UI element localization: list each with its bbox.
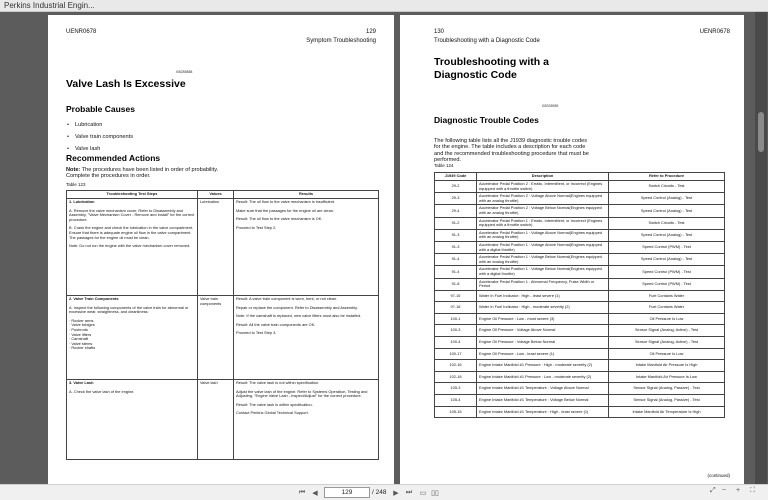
steps-cell (67, 199, 198, 296)
steps-cell (67, 296, 198, 380)
code-cell: 91-3 (435, 229, 477, 241)
table-row (67, 199, 379, 296)
probable-causes-heading: Probable Causes (66, 104, 135, 114)
window-titlebar (0, 0, 768, 12)
column-header: J1939 Code (435, 173, 477, 181)
procedure-cell: Speed Control (PWM) - Test (609, 278, 725, 290)
result-text: Proceed to Test Step 3. (236, 330, 277, 336)
description-cell: Engine Oil Pressure : Low - least severe (1) (477, 348, 609, 360)
procedure-cell: Sensor Signal (Analog, Passive) - Test (609, 383, 725, 395)
section-header: Symptom Troubleshooting (306, 38, 376, 44)
description-cell: Engine Intake Manifold #1 Temperature : Voltage Below Normal (477, 395, 609, 407)
vertical-scrollbar[interactable] (755, 12, 767, 484)
last-page-icon[interactable]: ⏭ (405, 488, 413, 496)
dtc-table (434, 172, 725, 418)
step-title: 3. Valve Lash (69, 380, 94, 385)
table-row (435, 205, 725, 217)
table-row (435, 290, 725, 302)
zoom-out-icon[interactable]: − (722, 487, 727, 494)
description-cell: Accelerator Pedal Position 1 : Voltage Above Normal(Engines equipped with a digital throttle) (477, 241, 609, 253)
single-page-view-icon[interactable]: ▭ (419, 489, 427, 497)
procedure-cell: Sensor Signal (Analog, Active) - Test (609, 337, 725, 349)
procedure-cell: Fuel Contains Water (609, 302, 725, 314)
step-title: 1. Lubrication (69, 199, 95, 204)
result-text: Result: The valve lash is not within specification. (236, 380, 320, 385)
table-row (435, 193, 725, 205)
scrollbar-thumb[interactable] (758, 112, 764, 152)
procedure-cell: Switch Circuits - Test (609, 181, 725, 193)
procedure-cell: Sensor Signal (Analog, Passive) - Test (609, 395, 725, 407)
description-cell: Accelerator Pedal Position 1 : Abnormal Frequency, Pulse Width or Period (477, 278, 609, 290)
doc-code: UENR0678 (699, 29, 730, 35)
result-text: Repair or replace the component. Refer to Disassembly and Assembly. (236, 304, 358, 310)
code-cell: 105-15 (435, 406, 477, 418)
dtc-table-body (435, 181, 725, 418)
page-title: Valve Lash Is Excessive (66, 78, 186, 90)
description-cell: Engine Intake Manifold #1 Temperature : High - least severe (1) (477, 406, 609, 418)
description-cell: Accelerator Pedal Position 2 : Voltage Above Normal(Engines equipped with an analog throttle) (477, 193, 609, 205)
double-page-view-icon[interactable]: ▯▯ (431, 489, 439, 497)
description-cell: Accelerator Pedal Position 1 : Voltage Above Normal(Engines equipped with an analog throttle) (477, 229, 609, 241)
result-text: Result: A valve train component is worn, bent, or not clean. (236, 296, 338, 301)
window-title: Perkins Industrial Engin... (4, 1, 95, 10)
code-cell: 91-8 (435, 278, 477, 290)
code-cell: 100-1 (435, 313, 477, 325)
table-row (435, 371, 725, 383)
page-number: 129 (365, 29, 376, 35)
note-paragraph (66, 167, 226, 180)
code-cell: 29-3 (435, 193, 477, 205)
step-text: A. Inspect the following components of the valve train for abnormal or excessive wear, straightness, and cleanliness: (69, 304, 189, 315)
table-row (435, 337, 725, 349)
procedure-cell: Speed Control (PWM) - Test (609, 266, 725, 278)
table-row (435, 229, 725, 241)
next-page-icon[interactable]: ▶ (393, 489, 399, 497)
code-cell: 97-16 (435, 302, 477, 314)
description-cell: Accelerator Pedal Position 1 : Voltage Below Normal(Engines equipped with an analog throttle) (477, 254, 609, 266)
document-id: i05285888 (176, 70, 193, 74)
table-row (435, 217, 725, 229)
table-row (67, 296, 379, 380)
description-cell: Accelerator Pedal Position 2 : Voltage Below Normal(Engines equipped with an analog throttle) (477, 205, 609, 217)
section-header: Troubleshooting with a Diagnostic Code (434, 38, 540, 44)
procedure-cell: Intake Manifold Air Temperature Is High (609, 406, 725, 418)
first-page-icon[interactable]: ⏮ (298, 488, 306, 496)
page-129 (48, 15, 394, 484)
code-cell: 29-2 (435, 181, 477, 193)
code-cell: 102-16 (435, 360, 477, 372)
table-row (435, 302, 725, 314)
procedure-cell: Intake Manifold Air Pressure Is High (609, 360, 725, 372)
step-title: 2. Valve Train Components (69, 296, 119, 301)
description-cell: Accelerator Pedal Position 2 : Erratic, Intermittent, or Incorrect (Engines equipped with a throttle switch) (477, 181, 609, 193)
description-cell: Accelerator Pedal Position 1 : Voltage Below Normal(Engines equipped with a digital throttle) (477, 266, 609, 278)
table-caption: Table 124 (434, 163, 454, 168)
step-text: B. Crank the engine and check the lubrication in the valve compartment. Ensure that there is adequate engine oil flow in the valve compartment. The passages for the engine oil must be clean. (69, 225, 194, 240)
code-cell: 100-17 (435, 348, 477, 360)
result-text: Note: If the camshaft is replaced, new valve lifters must also be installed. (236, 313, 362, 319)
code-cell: 91-4 (435, 266, 477, 278)
procedure-cell: Oil Pressure Is Low (609, 348, 725, 360)
results-cell (234, 380, 379, 460)
table-row (67, 380, 379, 460)
fullscreen-icon[interactable]: ⛶ (750, 487, 755, 494)
code-cell: 91-3 (435, 241, 477, 253)
results-cell (234, 199, 379, 296)
result-text: Make sure that the passages for the engine oil are clean. (236, 207, 334, 213)
note-text: The procedures have been listed in order of probability. Complete the procedures in order. (66, 167, 219, 180)
component-list: · Rocker arms · Valve bridges · Pushrods · Valve lifters · Camshaft · Valve stems · Rocker shafts (69, 317, 96, 351)
description-cell: Engine Intake Manifold #1 Pressure : Low - moderate severity (2) (477, 371, 609, 383)
table-row (435, 254, 725, 266)
note-label: Note: (66, 167, 81, 173)
page-number: 130 (434, 29, 445, 35)
previous-page-icon[interactable]: ◀ (312, 489, 318, 497)
result-text: Result: All the valve train components are OK. (236, 321, 316, 327)
procedure-cell: Oil Pressure Is Low (609, 313, 725, 325)
list-item: • Lubrication (67, 119, 133, 131)
code-cell: 100-4 (435, 337, 477, 349)
result-text: Result: The oil flow to the valve mechanism is insufficient. (236, 199, 336, 204)
description-cell: Engine Intake Manifold #1 Pressure : High - moderate severity (2) (477, 360, 609, 372)
procedure-cell: Fuel Contains Water (609, 290, 725, 302)
table-row (435, 383, 725, 395)
bottom-toolbar (0, 484, 768, 500)
table-row (435, 360, 725, 372)
column-header: Values (198, 191, 234, 199)
description-cell: Water In Fuel Indicator : High - moderate severity (2) (477, 302, 609, 314)
results-cell (234, 296, 379, 380)
continued-label: (continued) (707, 473, 730, 478)
description-cell: Engine Oil Pressure : Low - most severe (3) (477, 313, 609, 325)
code-cell: 91-4 (435, 254, 477, 266)
description-cell: Accelerator Pedal Position 1 : Erratic, Intermittent, or Incorrect (Engines equipped with a throttle switch) (477, 217, 609, 229)
causes-list (67, 119, 133, 155)
column-header: Refer to Procedure (609, 173, 725, 181)
recommended-actions-heading: Recommended Actions (66, 153, 161, 163)
result-text: Result: The valve lash is within specification. (236, 401, 313, 407)
page-count: / 248 (372, 489, 387, 496)
table-row (435, 266, 725, 278)
table-row (435, 395, 725, 407)
description-cell: Water In Fuel Indicator : High - least severe (1) (477, 290, 609, 302)
table-row (435, 181, 725, 193)
result-text: Contact Perkins Global Technical Support. (236, 410, 309, 416)
section-subtitle: Diagnostic Trouble Codes (434, 115, 539, 125)
document-viewer[interactable] (0, 12, 768, 484)
steps-cell (67, 380, 198, 460)
procedure-cell: Sensor Signal (Analog, Active) - Test (609, 325, 725, 337)
document-id: i05335955 (542, 104, 559, 108)
page-title-line1: Troubleshooting with a (434, 56, 549, 68)
doc-code: UENR0678 (66, 29, 97, 35)
code-cell: 91-2 (435, 217, 477, 229)
zoom-in-icon[interactable]: + (736, 487, 741, 494)
code-cell: 105-4 (435, 395, 477, 407)
code-cell: 29-4 (435, 205, 477, 217)
value-cell: Valve lash (198, 380, 234, 460)
table-caption: Table 123 (66, 182, 86, 187)
result-text: Adjust the valve lash of the engine. Refer to Systems Operation, Testing and Adjusting, "Engine Valve Lash - Inspect/Adjust" for the correct procedure. (236, 388, 368, 399)
procedure-cell: Speed Control (Analog) - Test (609, 205, 725, 217)
description-cell: Engine Oil Pressure : Voltage Below Normal (477, 337, 609, 349)
table-row (435, 406, 725, 418)
column-header: Results (234, 191, 379, 199)
result-text: Result: The oil flow to the valve mechanism is OK. (236, 216, 323, 222)
table-row (435, 325, 725, 337)
fit-page-icon[interactable]: ⤢ (710, 487, 716, 494)
list-item: • Valve lash (67, 143, 133, 155)
code-cell: 100-3 (435, 325, 477, 337)
code-cell: 102-18 (435, 371, 477, 383)
table-row (435, 278, 725, 290)
step-text: A. Remove the valve mechanism cover. Refer to Disassembly and Assembly, "Valve Mechanism Cover - Remove and Install" for the correct procedure. (69, 207, 195, 222)
description-cell: Engine Oil Pressure : Voltage Above Normal (477, 325, 609, 337)
code-cell: 105-3 (435, 383, 477, 395)
procedure-cell: Intake Manifold Air Pressure Is Low (609, 371, 725, 383)
column-header: Troubleshooting Test Steps (67, 191, 198, 199)
description-cell: Engine Intake Manifold #1 Temperature : Voltage Above Normal (477, 383, 609, 395)
value-cell: Lubrication (198, 199, 234, 296)
step-text: A. Check the valve lash of the engine. (69, 388, 135, 394)
page-130 (400, 15, 744, 484)
result-text: Proceed to Test Step 2. (236, 224, 277, 230)
table-row (435, 313, 725, 325)
step-note: Note: Do not run the engine with the valve mechanism cover removed. (69, 243, 191, 249)
page-number-input[interactable]: 129 (324, 487, 370, 498)
procedure-cell: Speed Control (Analog) - Test (609, 229, 725, 241)
intro-paragraph: The following table lists all the J1939 diagnostic trouble codes for the engine. The table includes a description for each code and the recommended troubleshooting procedure that must be performed. (434, 138, 589, 164)
column-header: Description (477, 173, 609, 181)
value-cell: Valve train components (198, 296, 234, 380)
list-item: • Valve train components (67, 131, 133, 143)
procedure-cell: Switch Circuits - Test (609, 217, 725, 229)
table-row (435, 348, 725, 360)
procedure-cell: Speed Control (PWM) - Test (609, 241, 725, 253)
table-row (435, 241, 725, 253)
page-title-line2: Diagnostic Code (434, 69, 517, 81)
procedure-cell: Speed Control (Analog) - Test (609, 254, 725, 266)
troubleshooting-table (66, 190, 379, 460)
procedure-cell: Speed Control (Analog) - Test (609, 193, 725, 205)
code-cell: 97-15 (435, 290, 477, 302)
